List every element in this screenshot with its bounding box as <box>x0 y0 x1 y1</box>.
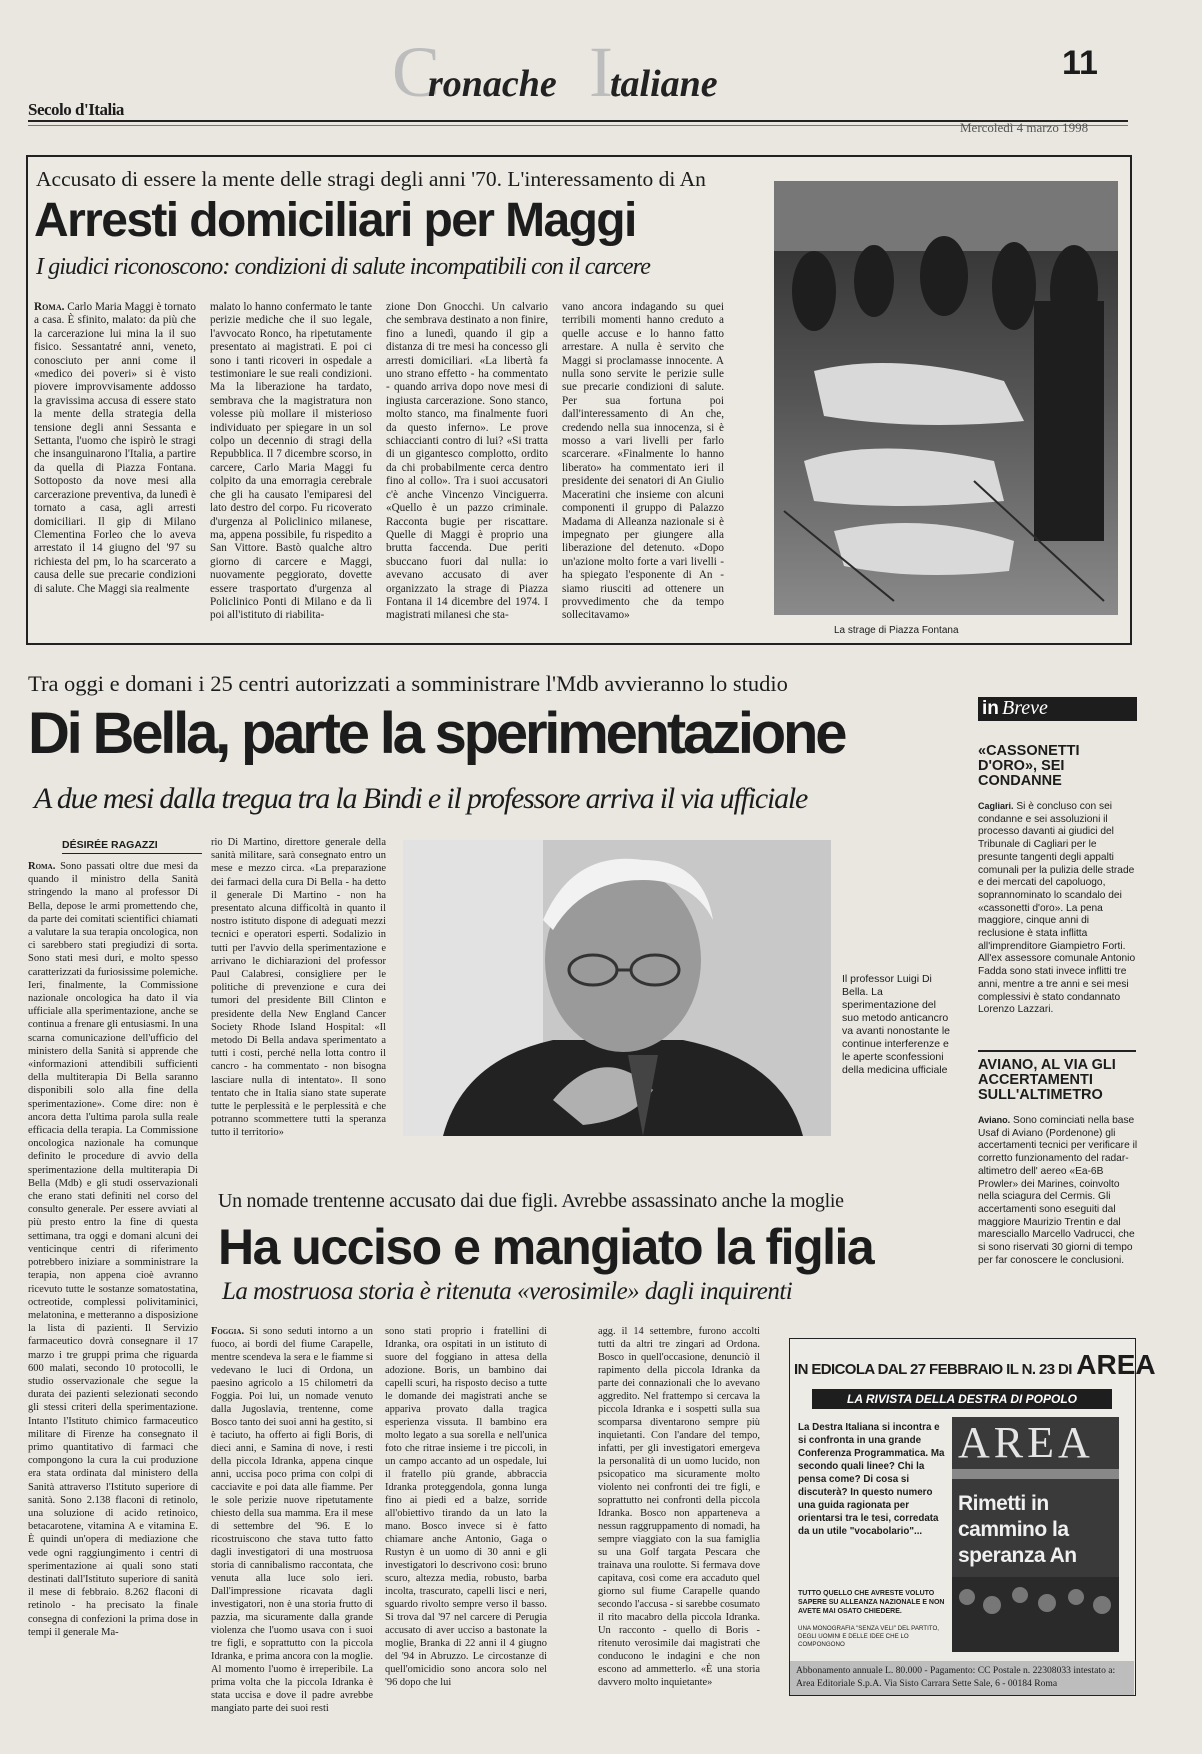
article-maggi-kicker: Accusato di essere la mente delle stragi degli anni '70. L'interessamento di An <box>36 167 706 191</box>
article-dibella-subhead: A due mesi dalla tregua tra la Bindi e il professore arriva il via ufficiale <box>34 782 808 815</box>
dibella-photo <box>403 840 831 1136</box>
section-title-word2: taliane <box>610 63 718 105</box>
piazza-fontana-caption: La strage di Piazza Fontana <box>834 625 959 636</box>
area-advert-brand: AREA <box>1076 1349 1156 1380</box>
brief-aviano-body <box>978 1114 1138 1314</box>
in-breve-banner <box>978 697 1137 721</box>
brief-cassonetti-text: Si è concluso con sei condanne e sei assoluzioni il processo davanti ai giudici del Tribunale di Cagliari per le presunte tangenti degli appalti comunali per la pulizia delle strade e dei mercati del capoluogo, soprannominato lo scandalo dei «cassonetti d'oro». La pena maggiore, cinque anni di reclusione è stata inflitta all'imprenditore Giampietro Forti. All'ex assessore comunale Antonio Fadda sono stati invece inflitti tre anni, mentre a tre anni e sei mesi complessivi è stato condannato Lorenzo Lazzari. <box>978 801 1136 1016</box>
brief-aviano-title: AVIANO, AL VIA GLI ACCERTAMENTI SULL'ALTIMETRO <box>978 1057 1116 1103</box>
section-title-i: I <box>589 32 613 112</box>
brief-cassonetti-body <box>978 800 1138 1052</box>
newspaper-name: Secolo d'Italia <box>28 100 124 119</box>
dibella-portrait <box>403 840 831 1136</box>
article-nomade-subhead: La mostruosa storia è ritenuta «verosimile» dagli inquirenti <box>222 1278 793 1305</box>
article-dibella-byline: DÉSIRÉE RAGAZZI <box>62 839 202 854</box>
section-title-word1: ronache <box>428 63 557 105</box>
area-subscription-text: Abbonamento annuale L. 80.000 - Pagamento: CC Postale n. 22308033 intestato a: Area Editoriale S.p.A. Via Sisto Carrara Sette Sale, 6 - 00184 Roma <box>796 1665 1116 1689</box>
article-maggi-headline: Arresti domiciliari per Maggi <box>34 194 636 247</box>
article-dibella-dateline: Roma. <box>28 861 56 872</box>
brief-divider <box>978 1050 1136 1052</box>
brief-aviano-dateline: Aviano. <box>978 1115 1011 1125</box>
article-maggi-dateline: Roma. <box>34 301 65 313</box>
area-advert-fineprint: TUTTO QUELLO CHE AVRESTE VOLUTO SAPERE SU ALLEANZA NAZIONALE E NON AVETE MAI OSATO CHIEDERE. <box>798 1590 945 1615</box>
article-dibella-col2: rio Di Martino, direttore generale della sanità militare, sarà consegnato entro un mese e mezzo circa. «La preparazione dei farmaci della cura Di Bella - ha detto il generale Di Martino - non ha presentato alcuna difficoltà in quanto il nostro istituto dispone di adeguati mezzi tecnici e operatori esperti. Sodalizio in tutti per l'avvio della sperimentazione e arrivano le dichiarazioni del professor Paul Calabresi, consigliere per le politiche di prevenzione e cura dei tumori del presidente Bill Clinton e presidente della New England Cancer Society Rhode Island Hospital: «Il metodo Di Bella andava sperimentato a tutti i costi, perché nella lotta contro il cancro - ha commentato - non bisogna lasciare nulla di intentato». Il sono tentato che in Italia siano state superate tutte le perplessità e le perplessità e che potranno scommettere tutti la speranza tutto il territorio» <box>211 837 386 1139</box>
area-advert-body: La Destra Italiana si incontra e si confronta in una grande Conferenza Programmatica. Ma secondo quali linee? Chi la pensa come? Di cosa si discuterà? In questo numero una guida ragionata per orientarsi tra le tesi, corredata da un utile "vocabolario"... <box>798 1422 945 1537</box>
article-dibella-kicker: Tra oggi e domani i 25 centri autorizzati a somministrare l'Mdb avvieranno lo studio <box>28 671 788 696</box>
article-nomade-col1 <box>211 1325 373 1740</box>
area-advert-headline-prefix: IN EDICOLA DAL 27 FEBBRAIO IL N. 23 DI <box>794 1361 1072 1378</box>
in-breve-in: in <box>982 698 999 719</box>
article-nomade-col3: agg. il 14 settembre, furono accolti tutti da altri tre zingari ad Ordona. Bosco in quell'occasione, denunciò il rapimento della piccola Idranka da parte dei connazionali che lo avevano aggredito. Nel frattempo si cercava la piccola Idranka e i sospetti sulla sua scomparsa diventarono sempre più inquietanti. Con l'andare del tempo, infatti, per gli investigatori emergeva la personalità di un uomo lucido, non psicopatico ma sicuramente molto violento nei confronti dei tre figli, e soprattutto nei confronti della piccola Idranka. Bosco non apparteneva a nessun raggruppamento di nomadi, ha sempre viaggiato con la sua famiglia su una Golf targata Pescara che trainava una roulotte. Si fermava dove capitava, così come era accaduto quel giorno sul fiume Carapelle quando secondo l'accusa - si sarebbe cosumato il rito macabro della piccola Idranka. Un racconto - quello di Boris - ritenuto verosimile dai magistrati che conducono le indagini e che non escono ad ammetterlo. «È una storia davvero molto inquietante» <box>598 1326 760 1688</box>
page-number: 11 <box>1062 44 1098 82</box>
section-title <box>392 32 792 112</box>
article-dibella-col1-text: Sono passati oltre due mesi da quando il ministro della Sanità stringendo la mano al professor Di Bella, depose le armi promettendo che, da parte dei comitati scientifici chiamati a valutare la sua terapia oncologica, non ci sarebbero stati pregiudizi di sorta. Sono stati mesi duri, e molto spesso caratterizzati da furiosissime polemiche. Ieri, finalmente, la Commissione nazionale oncologica ha dato il via ufficiale alla sperimentazione, anche se continua a frenare gli entusiasmi. In una scarna comunicazione dell'ufficio del ministero della Sanità si apprende che «informazioni attendibili sufficienti della multiterapia Di Bella saranno disponibili solo alla fine della sperimentazione». Come dire: non è ancora detta l'ultima parola sulla reale efficacia della terapia. La Commissione oncologica nazionale ha comunque definito le procedure di avvio della sperimentazione della multiterapia Di Bella (Mdb) e gli studi osservazionali che erano stati definiti nel corso del consulto generale. Per essere avviati al più presto entro la fine di questa settimana, tra oggi e domani alcuni dei venticinque centri di riferimento potrebbero iniziare a somministrare la terapia, non appena cioè avranno ricevuto tutte le sostanze somatostatina, octreotide, complessi polivitaminici, melatonina, e metteranno a disposizione la lista di pazienti. Il Servizio farmaceutico dovrà consegnare il 17 marzo i tre gruppi prima che riguarda 600 malati, secondo 10 protocolli, le studio osservazionale che segue la durata dei pazienti selezionati secondo gli stessi criteri della sperimentazione. Intanto l'Istituto chimico farmaceutico militare di Firenze ha consegnato il primo quantitativo di farmaci che compongono la cura la cui produzione era stata ordinata dal ministero della Sanità attraverso l'Istituto superiore di sanità. Sono 2.138 flaconi di retinolo, una soluzione di acido retinoico, betacarotene, vitamina A e vitamina E. È quindi un'opera di mediazione che vede ogni raggiungimento i centri di sperimentazione ai quali sono stati destinati dall'Istituto superiore di sanità il mese di febbraio. 8.262 flaconi di retinolo - ha precisato la finale consegna di confezioni la prima dose in tempi il generale Ma- <box>28 861 198 1638</box>
area-cover-band <box>952 1469 1119 1479</box>
area-advert-tagline: LA RIVISTA DELLA DESTRA DI POPOLO <box>812 1389 1112 1409</box>
area-subscription-bar <box>790 1661 1134 1695</box>
dibella-photo-caption: Il professor Luigi Di Bella. La sperimentazione del suo metodo anticancro va avanti nonostante le continue interferenze e le aperte sconfessioni della medicina ufficiale <box>842 973 950 1076</box>
piazza-fontana-image <box>774 181 1118 615</box>
article-maggi-col4: vano ancora indagando su quei terribili momenti hanno creduto a quelle accuse e lo hanno fatto arrestare. A nulla è servito che Maggi si proclamasse innocente. A nulla sono servite le perizie sulle sue precarie condizioni di salute. Per sua fortuna poi dall'interessamento di An che, credendo nella sua innocenza, si è mosso a vari livelli per farlo scarcerare. «Finalmente lo hanno liberato» ha commentato ieri il presidente dei senatori di An Giulio Maceratini che insieme con alcuni componenti il gruppo di Palazzo Madama di Alleanza nazionale si è impegnato per giungere alla liberazione del detenuto. «Dopo un'azione molto forte a vari livelli - ha spiegato l'esponente di An - siamo riusciti ad ottenere un provvedimento che da tempo sollecitavamo» <box>562 301 724 622</box>
article-maggi-col1-text: Carlo Maria Maggi è tornato a casa. È sfinito, malato: da più che la carcerazione lui mina la il suo fisico. Sessantatré anni, veneto, conosciuto per anni come il «medico dei poveri» si è visto piovere improvvisamente addosso la gravissima accusa di essere stato la mente della strategia della tensione degli anni Sessanta e Settanta, l'uomo che ispirò le stragi che insanguinarono l'Italia, a partire da quella di Piazza Fontana. Sottoposto da nove mesi alla carcerazione preventiva, da lunedì è tornato a casa, agli arresti domiciliari. Il gip di Milano Clementina Forleo che lo aveva arrestato il 14 giugno del '97 su richiesta del pm, lo ha scarcerato a causa delle sue precarie condizioni di salute. Che Maggi sia realmente <box>34 301 196 595</box>
article-nomade-kicker: Un nomade trentenne accusato dai due figli. Avrebbe assassinato anche la moglie <box>218 1190 844 1212</box>
brief-cassonetti-title: «CASSONETTI D'ORO», SEI CONDANNE <box>978 743 1080 789</box>
area-cover-title: AREA <box>958 1418 1094 1467</box>
article-maggi-col3: zione Don Gnocchi. Un calvario che sembrava destinato a non finire, fino a lunedì, quando il gip a distanza di tre mesi ha concesso gli arresti domiciliari. «La libertà fa uno strano effetto - ha commentato - quando arriva dopo nove mesi di ingiusta carcerazione. Sono stanco, molto stanco, ma finalmente fuori da questo inferno». Le prove schiaccianti contro di lui? «Si tratta di un gigantesco complotto, ordito da chi probabilmente cerca dentro fino al collo». Tra i suoi accusatori c'è anche Vincenzo Vinciguerra. «Quello è un pazzo criminale. Racconta bugie per riscattare. Quelle di Maggi è proprio una brutta faccenda. Due periti sbuccano fuori dal nulla: io avevano accusato di aver organizzato la strage di Piazza Fontana il 14 dicembre del 1974. I magistrati milanesi che sta- <box>386 301 548 622</box>
area-cover-slogan: Rimetti in cammino la speranza An <box>958 1492 1077 1567</box>
area-cover-crowd <box>952 1577 1119 1652</box>
area-magazine-cover <box>952 1417 1119 1652</box>
area-advert <box>789 1338 1156 1696</box>
article-dibella-col1 <box>28 860 198 1740</box>
area-advert-fineprint2: UNA MONOGRAFIA "SENZA VELI" DEL PARTITO, DEGLI UOMINI E DELLE IDEE CHE LO COMPONGONO <box>798 1625 940 1648</box>
article-maggi-col2: malato lo hanno confermato le tante perizie mediche che il suo legale, l'avvocato Ronco, ha ripetutamente presentato ai magistrati. E poi ci sono i tanti ricoveri in ospedale a testimoniare le sue reali condizioni. Ma la liberazione ha tardato, sembrava che la magistratura non volesse più mollare il misterioso individuato per spiegare in un sol colpo un decennio di stragi della Repubblica. Il 7 dicembre scorso, in carcere, Carlo Maria Maggi fu colpito da una emorragia cerebrale che gli ha causato l'emiparesi del lato destro del corpo. Fu ricoverato d'urgenza al Policlinico milanese, ma, appena possibile, fu rispedito a San Vittore. Bastò qualche altro giorno di carcere e Maggi, nuovamente peggiorato, dovette essere trasportato d'urgenza al Policlinico Ponti di Milano e da lì poi all'istituto di riabilita- <box>210 301 372 622</box>
article-nomade-col2: sono stati proprio i fratellini di Idranka, ora ospitati in un istituto di suore del foggiano in attesa della adozione. Boris, un bambino dai capelli scuri, ha risposto deciso a tutte le domande dei magistrati anche se appariva provato dalla tragica esperienza vissuta. Il bambino era molto legato a sua sorella e nell'unica foto che ritrae insieme i tre piccoli, in un campo accanto ad un ospedale, lui il fratello più grande, abbraccia Idranka proteggendola, gonna lunga fino ai piedi ed a balze, sorride all'obiettivo tirando da un lato la mano. Bosco invece si è fatto chiamare anche Antonio, Gaga o Rustyn è un uomo di 30 anni e gli investigatori lo descrivono così: bruno scuro, altezza media, robusto, barba incolta, trascurato, capelli lisci e neri, sguardo rivolto sempre verso il basso. Si trova dal '97 nel carcere di Perugia accusato di aver ucciso a bastonate la moglie, Branka di 22 anni il 4 giugno del '94 in Abruzzo. Le circostanze di quell'omicidio sono ancora solo nel '96 dopo che lui <box>385 1326 547 1688</box>
article-maggi <box>26 155 1132 645</box>
article-nomade-dateline: Foggia. <box>211 1326 245 1337</box>
in-breve-breve: Breve <box>1002 697 1048 719</box>
piazza-fontana-photo <box>774 181 1118 615</box>
area-advert-headline <box>794 1349 1156 1381</box>
brief-aviano-text: Sono cominciati nella base Usaf di Aviano (Pordenone) gli accertamenti tecnici per verificare il corretto funzionamento del radar-altimetro dell' aereo «Ea-6B Prowler» dei Marines, coinvolto nella sciagura del Cermis. Gli accertamenti sono eseguiti dal maggiore Maurizio Trentin e dal maresciallo Marcello Vadrucci, che si sono riservati 30 giorni di tempo per far conoscere le conclusioni. <box>978 1115 1138 1266</box>
article-maggi-subhead: I giudici riconoscono: condizioni di salute incompatibili con il carcere <box>36 254 650 280</box>
article-nomade-col1-text: Si sono seduti intorno a un fuoco, ai bordi del fiume Carapelle, mentre scendeva la sera e le fiamme si vedevano le luci di Ordona, un paesino agricolo a 15 chilometri da Foggia. Poi lui, un nomade venuto dalla Jugoslavia, trentenne, come Bosco tanto dei suoi anni ha gestito, si è taciuto, ha offerto ai figli Boris, di dieci anni, e Samina di nove, i resti della piccola Idranka, appena cinque anni, uccisa poco prima con colpi di cacciavite e poi data alle fiamme. Per le sole perizie nuove ripetutamente chiesto della sua mamma. Era il mese di settembre del '96. E lo ricostruiscono che stava tutto fatto dagli investigatori di una mostruosa storia di cannibalismo raccontata, che venuta alla luce solo ieri. Dall'impressione ricavata dagli investigatori, non è una storia frutto di pazzia, ma sicuramente dalla grande violenza che l'uomo usava con i suoi tre figli, e soprattutto con la piccola Idranka, e prima ancora con la moglie. Al momento l'uomo è irreperibile. La prima volta che la piccola Idranka è stata uccisa e dove il padre avrebbe mangiato parte dei suoi resti <box>211 1326 373 1714</box>
article-nomade-headline: Ha ucciso e mangiato la figlia <box>218 1219 874 1275</box>
section-title-initial: C <box>392 32 441 112</box>
brief-cassonetti-dateline: Cagliari. <box>978 801 1014 811</box>
issue-date: Mercoledì 4 marzo 1998 <box>960 120 1089 135</box>
article-dibella-headline: Di Bella, parte la sperimentazione <box>28 701 845 766</box>
article-maggi-col1 <box>34 301 196 635</box>
